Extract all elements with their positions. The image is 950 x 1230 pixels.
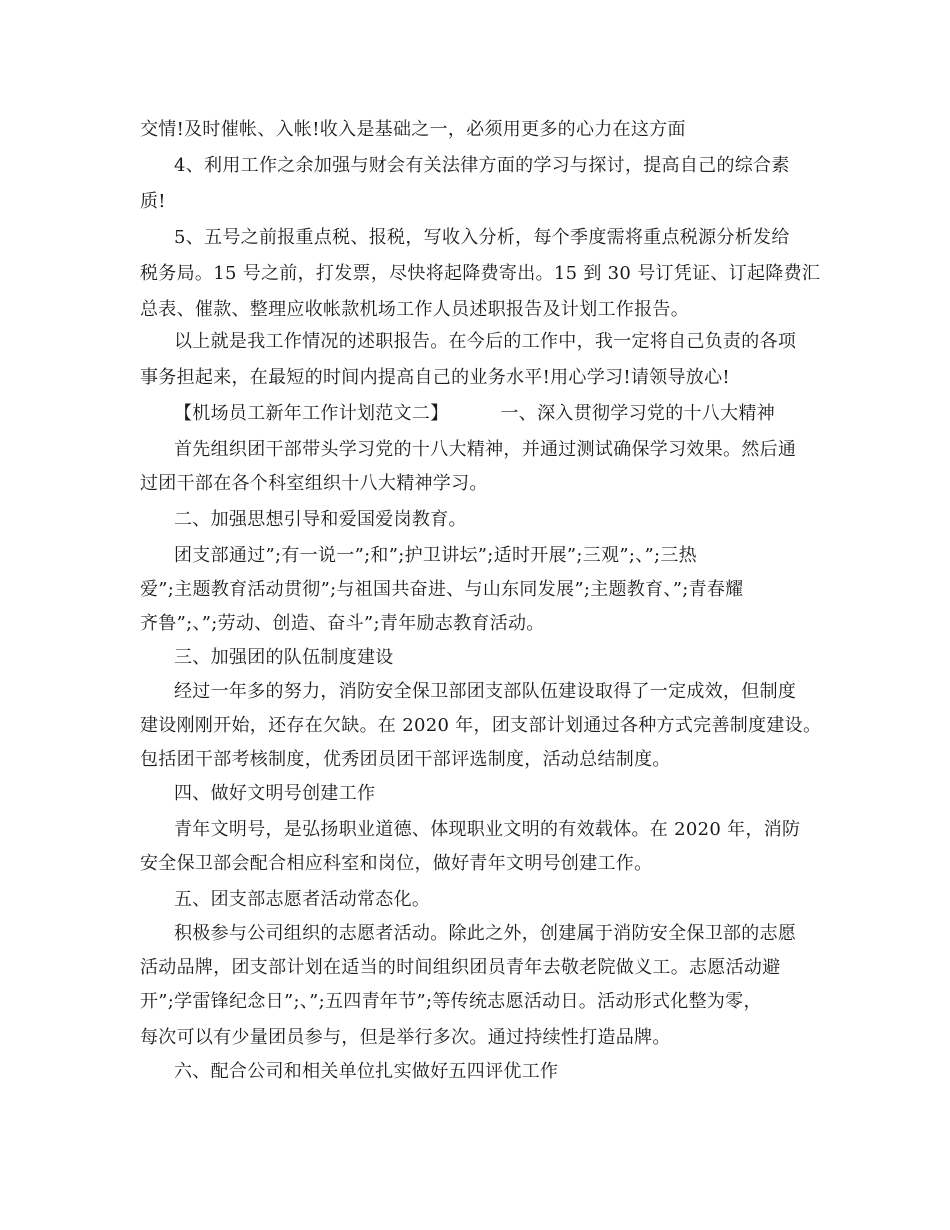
text-line: 税务局。15 号之前，打发票，尽快将起降费寄出。15 到 30 号订凭证、订起降费汇 (140, 263, 821, 284)
text-line: 建设刚刚开始，还存在欠缺。在 2020 年，团支部计划通过各种方式完善制度建设。 (140, 715, 822, 736)
plan-title: 【机场员工新年工作计划范文二】 (174, 403, 449, 424)
section-heading: 一、深入贯彻学习党的十八大精神 (500, 403, 775, 424)
text-line: 每次可以有少量团员参与，但是举行多次。通过持续性打造品牌。 (140, 1027, 671, 1048)
text-line: 经过一年多的努力，消防安全保卫部团支部队伍建设取得了一定成效，但制度 (174, 681, 797, 702)
section-heading-line (174, 402, 775, 426)
text-line: 爱”;主题教育活动贯彻”;与祖国共奋进、与山东同发展”;主题教育、”;青春耀 (140, 579, 744, 600)
text-line: 齐鲁”;、”;劳动、创造、奋斗”;青年励志教育活动。 (140, 613, 545, 634)
section-heading: 六、配合公司和相关单位扎实做好五四评优工作 (174, 1061, 559, 1082)
text-line: 活动品牌，团支部计划在适当的时间组织团员青年去敬老院做义工。志愿活动避 (140, 957, 781, 978)
text-line: 安全保卫部会配合相应科室和岗位，做好青年文明号创建工作。 (140, 853, 653, 874)
section-heading: 二、加强思想引导和爱国爱岗教育。 (174, 509, 467, 530)
text-line: 积极参与公司组织的志愿者活动。除此之外，创建属于消防安全保卫部的志愿 (174, 923, 797, 944)
section-heading: 三、加强团的队伍制度建设 (174, 647, 394, 668)
text-line: 团支部通过”;有一说一”;和”;护卫讲坛”;适时开展”;三观”;、”;三热 (174, 545, 697, 566)
text-line: 过团干部在各个科室组织十八大精神学习。 (140, 473, 488, 494)
text-line: 开”;学雷锋纪念日”;、”;五四青年节”;等传统志愿活动日。活动形式化整为零， (140, 991, 762, 1012)
text-line: 包括团干部考核制度，优秀团员团干部评选制度，活动总结制度。 (140, 749, 671, 770)
text-line: 4、利用工作之余加强与财会有关法律方面的学习与探讨，提高自己的综合素 (174, 155, 790, 176)
text-line: 5、五号之前报重点税、报税，写收入分析，每个季度需将重点税源分析发给 (174, 227, 790, 248)
text-line: 青年文明号，是弘扬职业道德、体现职业文明的有效载体。在 2020 年，消防 (174, 819, 801, 840)
text-line: 质! (140, 191, 166, 212)
text-line: 总表、催款、整理应收帐款机场工作人员述职报告及计划工作报告。 (140, 299, 689, 320)
text-line: 交情!及时催帐、入帐!收入是基础之一，必须用更多的心力在这方面 (140, 119, 686, 140)
section-heading: 四、做好文明号创建工作 (174, 783, 376, 804)
text-line: 首先组织团干部带头学习党的十八大精神，并通过测试确保学习效果。然后通 (174, 439, 797, 460)
text-line: 以上就是我工作情况的述职报告。在今后的工作中，我一定将自己负责的各项 (174, 331, 797, 352)
section-heading: 五、团支部志愿者活动常态化。 (174, 889, 431, 910)
text-line: 事务担起来，在最短的时间内提高自己的业务水平!用心学习!请领导放心! (140, 367, 730, 388)
